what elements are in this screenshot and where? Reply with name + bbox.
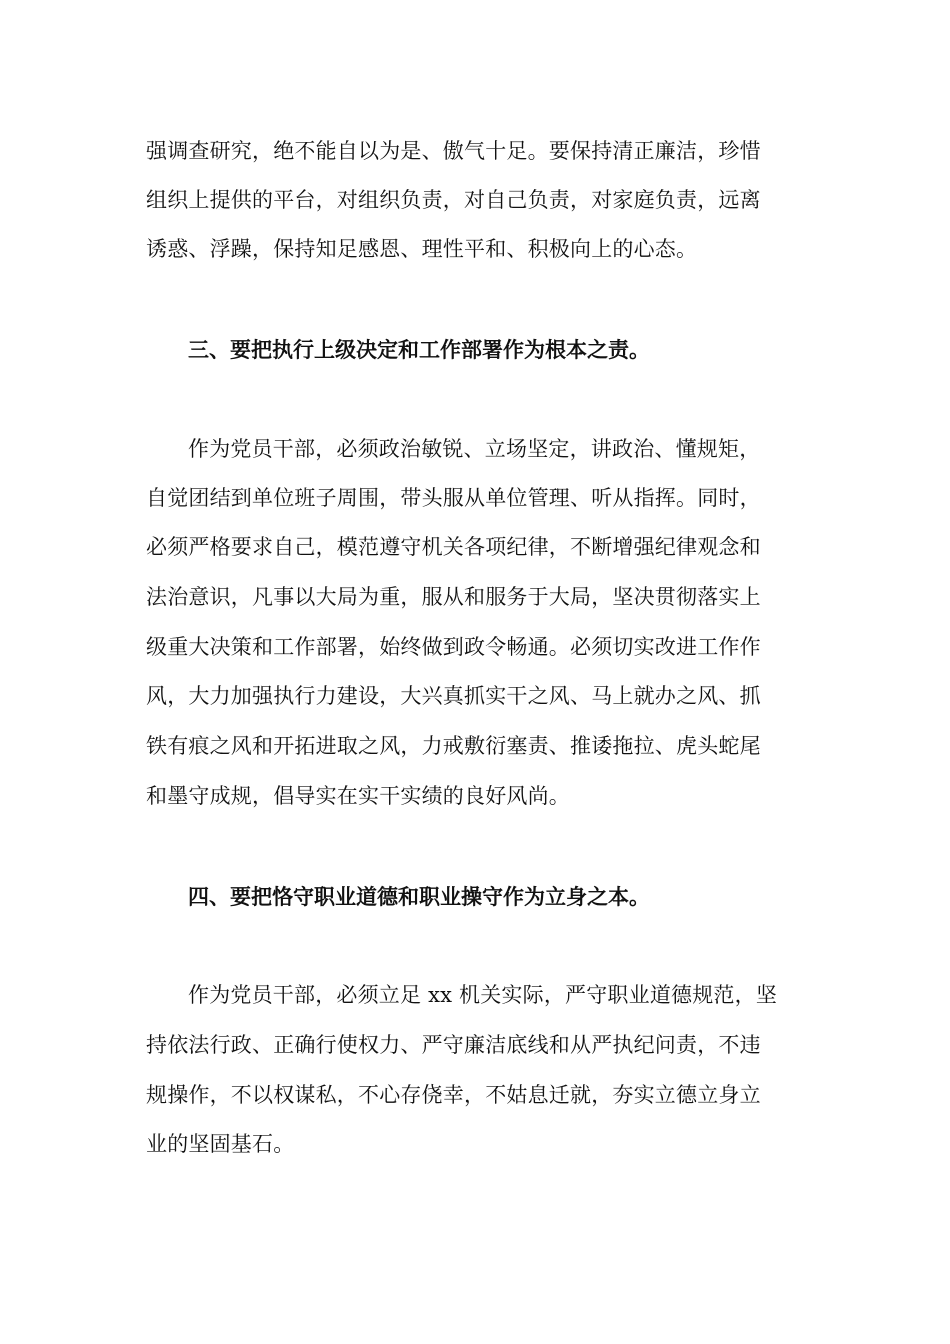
paragraph-1-line-1: 强调查研究，绝不能自以为是、傲气十足。要保持清正廉洁，珍惜: [146, 139, 761, 163]
paragraph-2-line-2: 自觉团结到单位班子周围，带头服从单位管理、听从指挥。同时，: [146, 486, 761, 510]
paragraph-3-line-4: 业的坚固基石。: [146, 1132, 295, 1156]
paragraph-2-line-8: 和墨守成规，倡导实在实干实绩的良好风尚。: [146, 784, 570, 808]
section-heading-4: 四、要把恪守职业道德和职业操守作为立身之本。: [188, 884, 650, 909]
section-heading-3: 三、要把执行上级决定和工作部署作为根本之责。: [188, 337, 650, 362]
paragraph-2-line-6: 风，大力加强执行力建设，大兴真抓实干之风、马上就办之风、抓: [146, 684, 761, 708]
paragraph-1-line-2: 组织上提供的平台，对组织负责，对自己负责，对家庭负责，远离: [146, 188, 761, 212]
paragraph-2-line-4: 法治意识，凡事以大局为重，服从和服务于大局，坚决贯彻落实上: [146, 585, 761, 609]
paragraph-3-line-2: 持依法行政、正确行使权力、严守廉洁底线和从严执纪问责，不违: [146, 1033, 761, 1057]
paragraph-2-line-7: 铁有痕之风和开拓进取之风，力戒敷衍塞责、推诿拖拉、虎头蛇尾: [146, 734, 761, 758]
paragraph-1-line-3: 诱惑、浮躁，保持知足感恩、理性平和、积极向上的心态。: [146, 237, 698, 261]
paragraph-2-line-1: 作为党员干部，必须政治敏锐、立场坚定，讲政治、懂规矩，: [188, 437, 761, 461]
paragraph-3-line-1: 作为党员干部，必须立足 xx 机关实际，严守职业道德规范，坚: [188, 983, 778, 1007]
paragraph-3-line-3: 规操作，不以权谋私，不心存侥幸，不姑息迁就，夯实立德立身立: [146, 1083, 761, 1107]
paragraph-2-line-3: 必须严格要求自己，模范遵守机关各项纪律，不断增强纪律观念和: [146, 535, 761, 559]
paragraph-2-line-5: 级重大决策和工作部署，始终做到政令畅通。必须切实改进工作作: [146, 635, 761, 659]
